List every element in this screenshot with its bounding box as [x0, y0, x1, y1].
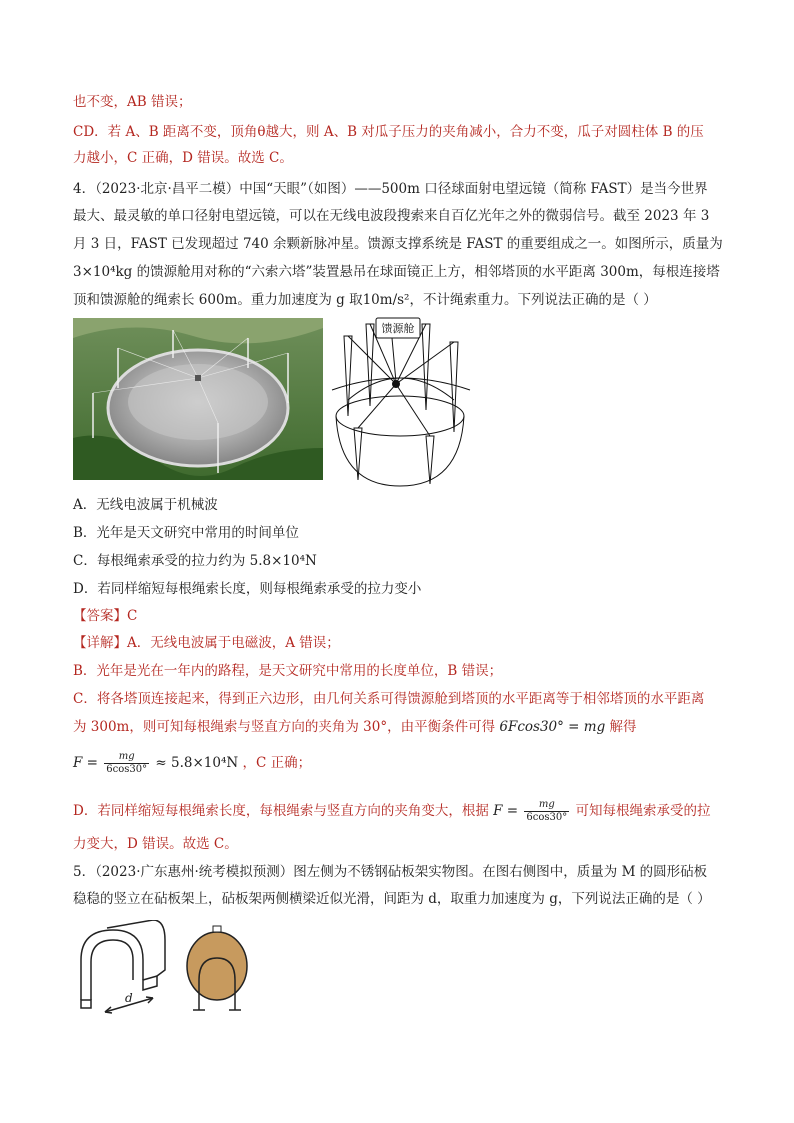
- answer-label: 【答案】C: [73, 608, 138, 624]
- detail-line: C．将各塔顶连接起来，得到正六边形，由几何关系可得馈源舱到塔顶的水平距离等于相邻塔顶的水平距离: [73, 691, 705, 707]
- formula-lhs: F =: [73, 755, 98, 771]
- text-line: 力越小，C 正确，D 错误。故选 C。: [73, 150, 293, 166]
- detail-line: 力变大，D 错误。故选 C。: [73, 836, 238, 852]
- question-4-line: 月 3 日，FAST 已发现超过 740 余颗新脉冲星。馈源支撑系统是 FAST 的重要组成之一。如图所示，质量为: [73, 236, 723, 252]
- detail-line: [73, 717, 637, 737]
- question-4-line: 3×10⁴kg 的馈源舱用对称的“六索六塔”装置悬吊在球面镜正上方，相邻塔顶的水平距离 300m，每根连接塔: [73, 264, 720, 280]
- six-tower-diagram: [330, 316, 472, 488]
- detail-text: D．若同样缩短每根绳索长度，每根绳索与竖直方向的夹角变大，根据: [73, 803, 489, 819]
- formula-line: [73, 750, 311, 776]
- cutting-board-rack-figure: [73, 920, 263, 1020]
- option-b[interactable]: B．光年是天文研究中常用的时间单位: [73, 525, 299, 541]
- distance-label: d: [125, 991, 133, 1005]
- numerator: mg: [104, 751, 149, 764]
- detail-text: 为 300m，则可知每根绳索与竖直方向的夹角为 30°，由平衡条件可得: [73, 719, 496, 735]
- detail-text: ，C 正确；: [242, 755, 312, 771]
- detail-text: 可知每根绳索承受的拉: [575, 803, 711, 819]
- question-4-line: 最大、最灵敏的单口径射电望远镜，可以在无线电波段搜索来自百亿光年之外的微弱信号。截至 2023 年 3: [73, 208, 710, 224]
- formula-lhs: F =: [493, 803, 519, 819]
- text-line: CD．若 A、B 距离不变，顶角θ越大，则 A、B 对瓜子压力的夹角减小，合力不变，瓜子对圆柱体 B 的压: [73, 124, 704, 140]
- diagram-label: 馈源舱: [381, 322, 415, 335]
- detail-line: 【详解】A．无线电波属于电磁波，A 错误；: [73, 635, 340, 651]
- equilibrium-equation: 6Fcos30° = mg: [499, 719, 606, 735]
- numerator: mg: [524, 799, 569, 812]
- detail-line: B．光年是光在一年内的路程，是天文研究中常用的长度单位，B 错误；: [73, 663, 503, 679]
- question-4-line: 顶和馈源舱的绳索长 600m。重力加速度为 g 取10m/s²，不计绳索重力。下列说法正确的是（ ）: [73, 292, 657, 308]
- text-line: 也不变，AB 错误；: [73, 94, 192, 110]
- denominator: 6cos30°: [526, 812, 568, 823]
- option-c[interactable]: C．每根绳索承受的拉力约为 5.8×10⁴N: [73, 553, 317, 569]
- fraction: [524, 799, 569, 824]
- detail-text: 解得: [609, 719, 637, 735]
- denominator: 6cos30°: [106, 764, 148, 775]
- question-5-line: 5．（2023·广东惠州·统考模拟预测）图左侧为不锈钢砧板架实物图。在图右侧图中，质量为 M 的圆形砧板: [73, 864, 708, 880]
- question-4-line: 4．（2023·北京·昌平二模）中国“天眼”（如图）——500m 口径球面射电望远镜（简称 FAST）是当今世界: [73, 181, 708, 197]
- option-d[interactable]: D．若同样缩短每根绳索长度，则每根绳索承受的拉力变小: [73, 581, 422, 597]
- fraction: [104, 751, 149, 776]
- question-5-line: 稳稳的竖立在砧板架上，砧板架两侧横梁近似光滑，间距为 d，取重力加速度为 g，下列说法正确的是（ ）: [73, 891, 711, 907]
- formula-result: ≈ 5.8×10⁴N: [155, 755, 239, 771]
- option-a[interactable]: A．无线电波属于机械波: [73, 497, 218, 513]
- fast-telescope-photo: [73, 318, 323, 480]
- detail-line: [73, 798, 711, 824]
